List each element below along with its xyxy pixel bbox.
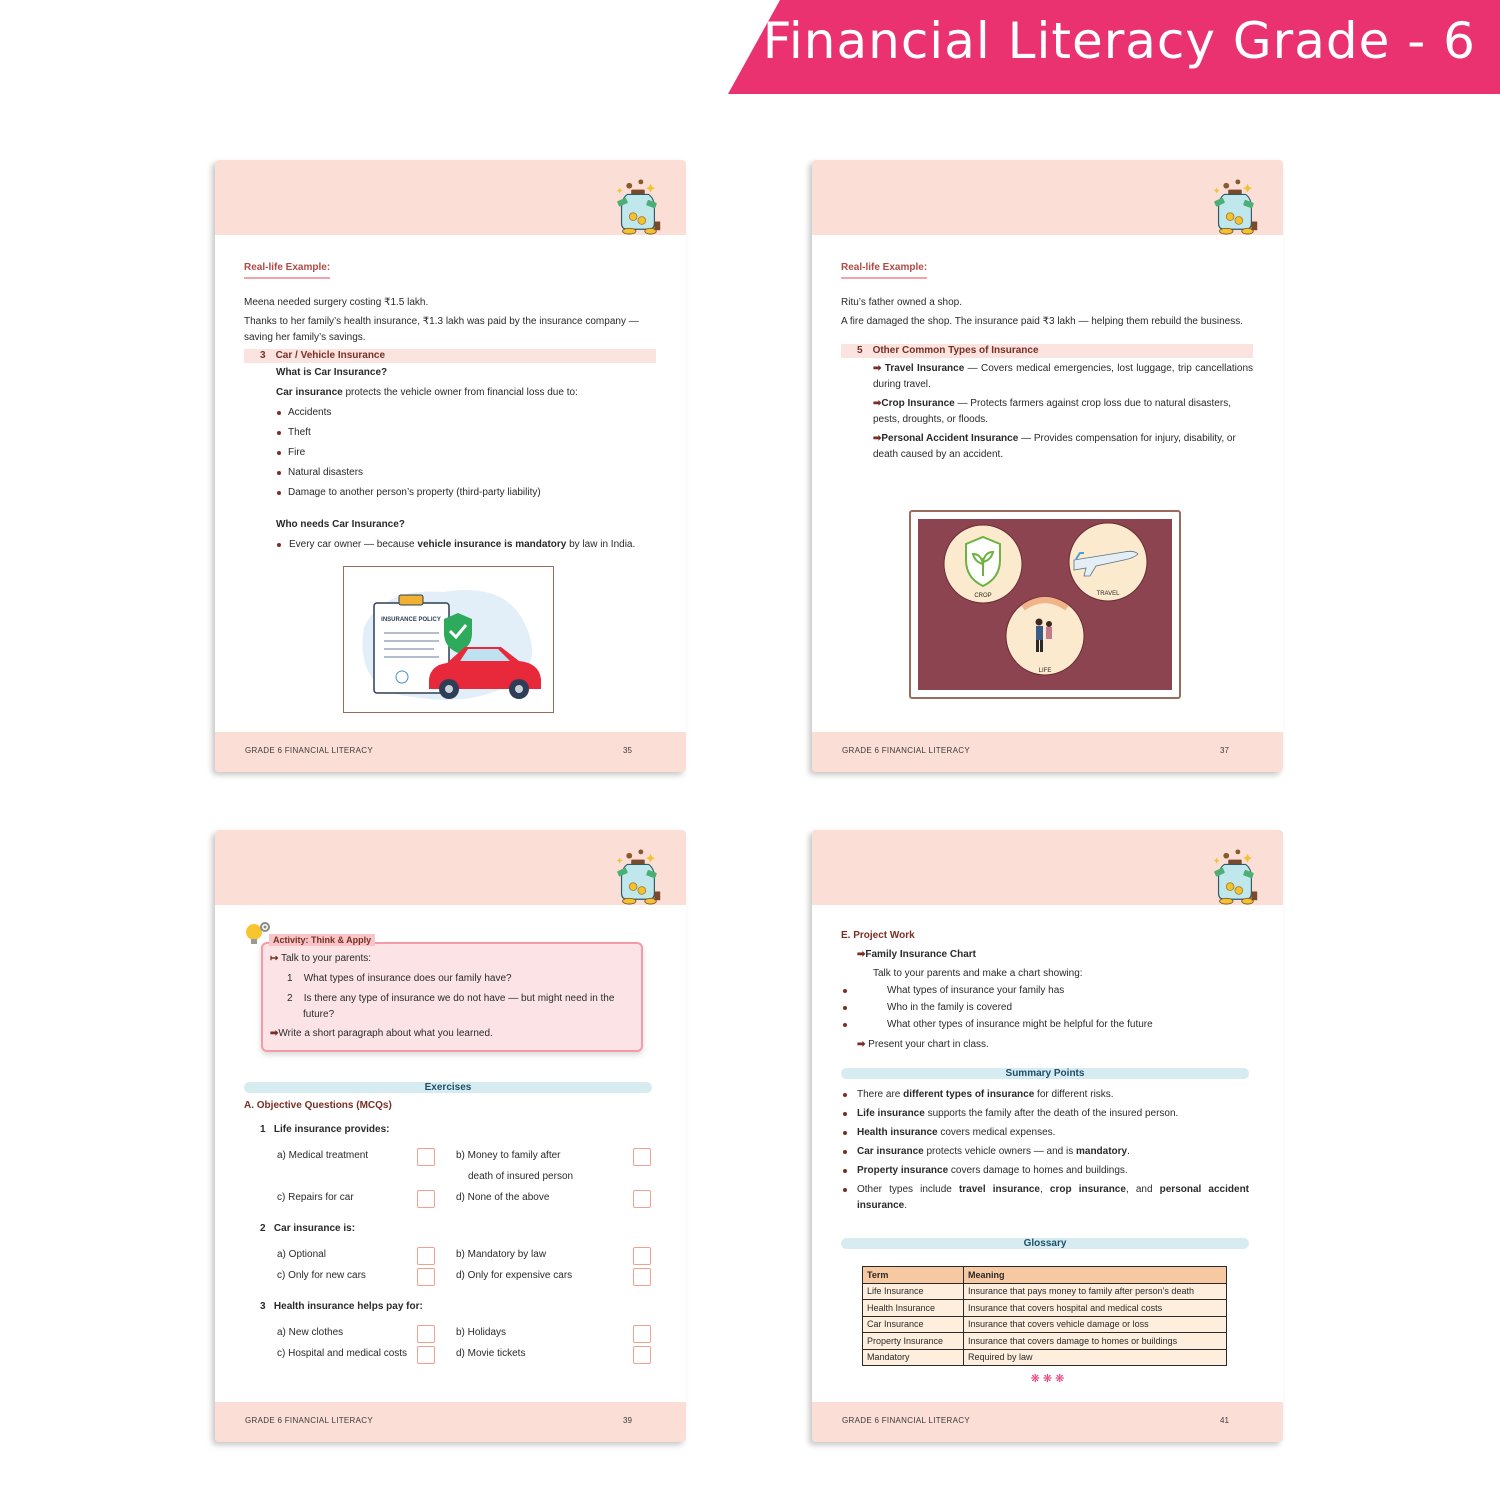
section-heading [244,349,656,363]
activity-question: 2 Is there any type of insurance we do not have — but might need in the [287,993,615,1004]
footer-label: GRADE 6 FINANCIAL LITERACY [842,746,970,755]
crop-label: CROP [974,593,992,599]
list-item: Natural disasters [244,465,656,481]
page-number: 39 [623,1416,632,1425]
example-line: A fire damaged the shop. The insurance paid ₹3 lakh — helping them rebuild the business. [841,316,1243,327]
term-cell: Car Insurance [863,1316,964,1333]
money-jar-icon [1205,848,1263,906]
glossary-table [862,1266,1227,1366]
arrow-right-icon: ➡ [873,363,882,374]
insurance-type-item: ➡ Travel Insurance — Covers medical emergencies, lost luggage, trip cancellations during travel. [873,363,1254,390]
section-heading [841,344,1253,358]
example-line: Ritu’s father owned a shop. [841,297,963,308]
life-label: LIFE [1038,668,1052,674]
book-page-39 [215,830,686,1442]
arrow-right-icon: ➡ [857,1039,866,1050]
mcq-option: a) Medical treatment [277,1150,369,1161]
table-row [863,1333,1227,1350]
mcq-option: d) Movie tickets [456,1348,526,1359]
footer-label: GRADE 6 FINANCIAL LITERACY [245,1416,373,1425]
meaning-cell: Insurance that pays money to family after person’s death [964,1283,1227,1300]
column-header: Meaning [964,1267,1227,1284]
money-jar-icon [608,178,666,236]
answer-checkbox[interactable] [633,1190,651,1208]
column-header: Term [863,1267,964,1284]
example-line: Thanks to her family’s health insurance, ₹1.3 lakh was paid by the insurance company — saving her family’s savings. [244,316,639,343]
arrow-right-icon: ↦ [270,953,279,964]
summary-item: Car insurance protects vehicle owners — and is mandatory. [841,1144,1249,1160]
project-work [841,928,1251,1053]
list-item: What other types of insurance might be helpful for the future [841,1017,1251,1033]
table-header-row [863,1267,1227,1284]
page-content [244,260,656,557]
mcq-option: b) Mandatory by law [456,1249,547,1260]
list-item: Damage to another person’s property (third-party liability) [244,485,656,501]
summary-item: Health insurance covers medical expenses. [841,1125,1249,1141]
page-footer [215,1402,686,1442]
activity-question: 1 What types of insurance does our family have? [287,973,512,984]
meaning-cell: Insurance that covers damage to homes or buildings [964,1333,1227,1350]
exercises-heading: Exercises [244,1082,652,1093]
project-instruction: Talk to your parents and make a chart showing: [873,968,1083,979]
meaning-cell: Required by law [964,1349,1227,1366]
summary-heading: Summary Points [841,1068,1249,1079]
page-content [841,260,1253,463]
summary-item: Life insurance supports the family after the death of the insured person. [841,1106,1249,1122]
mcq-option: b) Money to family after [456,1150,561,1161]
page-footer [812,732,1283,772]
answer-checkbox[interactable] [417,1148,435,1166]
list-item: Accidents [244,405,656,421]
page-number: 37 [1220,746,1229,755]
mcq-option: a) New clothes [277,1327,344,1338]
term-cell: Health Insurance [863,1300,964,1317]
banner-title: Financial Literacy Grade - 6 [762,12,1476,70]
example-line: Meena needed surgery costing ₹1.5 lakh. [244,297,429,308]
page-number: 41 [1220,1416,1229,1425]
mcq-option: b) Holidays [456,1327,507,1338]
answer-checkbox[interactable] [633,1325,651,1343]
arrow-right-icon: ➡ [873,398,882,409]
mcq-question: 3 Health insurance helps pay for: [260,1301,423,1312]
footer-label: GRADE 6 FINANCIAL LITERACY [842,1416,970,1425]
answer-checkbox[interactable] [633,1268,651,1286]
policy-label: INSURANCE POLICY [381,617,441,623]
mcq-option: c) Repairs for car [277,1192,354,1203]
page-footer [812,1402,1283,1442]
section-title: Car / Vehicle Insurance [275,350,386,361]
meaning-cell: Insurance that covers hospital and medical costs [964,1300,1227,1317]
answer-checkbox[interactable] [417,1346,435,1364]
answer-checkbox[interactable] [417,1190,435,1208]
project-instruction: ➡ Present your chart in class. [857,1039,989,1050]
mcq-option: d) Only for expensive cars [456,1270,573,1281]
list-item: What types of insurance your family has [841,983,1251,999]
arrow-right-icon: ➡ [857,949,866,960]
question-heading: What is Car Insurance? [276,367,388,378]
section-number: 5 [857,345,863,356]
term-cell: Life Insurance [863,1283,964,1300]
list-item: Every car owner — because vehicle insurance is mandatory by law in India. [244,537,656,553]
glossary-heading: Glossary [841,1238,1249,1249]
activity-line: ↦ Talk to your parents: [270,953,372,964]
list-item: Who in the family is covered [841,1000,1251,1016]
insurance-types-board [909,510,1181,699]
book-page-37 [812,160,1283,772]
activity-tag: Activity: Think & Apply [269,934,375,946]
arrow-right-icon: ➡ [873,433,882,444]
mcq-option: d) None of the above [456,1192,550,1203]
end-ornament: ❋ ❋ ❋ [1030,1373,1065,1385]
mcq-option-cont: death of insured person [468,1171,574,1182]
table-row [863,1283,1227,1300]
book-page-41 [812,830,1283,1442]
activity-question-cont: future? [303,1009,335,1020]
answer-checkbox[interactable] [633,1346,651,1364]
term-cell: Mandatory [863,1349,964,1366]
mcq-option: a) Optional [277,1249,326,1260]
summary-list [841,1084,1249,1217]
real-life-title: Real-life Example: [244,260,330,279]
mcq-option: c) Hospital and medical costs [277,1348,408,1359]
answer-checkbox[interactable] [417,1247,435,1265]
page-footer [215,732,686,772]
summary-item: There are different types of insurance for different risks. [841,1087,1249,1103]
car-insurance-illustration [343,566,554,713]
money-jar-icon [608,848,666,906]
answer-checkbox[interactable] [417,1268,435,1286]
answer-checkbox[interactable] [633,1148,651,1166]
table-row [863,1316,1227,1333]
page-number: 35 [623,746,632,755]
footer-label: GRADE 6 FINANCIAL LITERACY [245,746,373,755]
activity-line: ➡Write a short paragraph about what you learned. [270,1028,493,1039]
list-item: Fire [244,445,656,461]
travel-label: TRAVEL [1096,591,1120,597]
answer-checkbox[interactable] [633,1247,651,1265]
chart-title: ➡Family Insurance Chart [857,949,976,960]
answer-checkbox[interactable] [417,1325,435,1343]
table-row [863,1349,1227,1366]
meaning-cell: Insurance that covers vehicle damage or loss [964,1316,1227,1333]
list-item: Theft [244,425,656,441]
real-life-title: Real-life Example: [841,260,927,279]
insurance-type-item: ➡Personal Accident Insurance — Provides compensation for injury, disability, or death caused by an accident. [873,433,1236,460]
question-heading: Who needs Car Insurance? [276,519,405,530]
section-number: 3 [260,350,266,361]
section-a-heading: A. Objective Questions (MCQs) [244,1100,392,1111]
mcq-option: c) Only for new cars [277,1270,366,1281]
money-jar-icon [1205,178,1263,236]
mcq-question: 2 Car insurance is: [260,1223,356,1234]
insurance-type-item: ➡Crop Insurance — Protects farmers against crop loss due to natural disasters, pests, droughts, or floods. [873,398,1231,425]
summary-item: Property insurance covers damage to homes and buildings. [841,1163,1249,1179]
arrow-right-icon: ➡ [270,1028,279,1039]
summary-item: Other types include travel insurance, crop insurance, and personal accident insurance. [841,1182,1249,1214]
definition: Car insurance protects the vehicle owner from financial loss due to: [276,387,578,398]
term-cell: Property Insurance [863,1333,964,1350]
book-page-35 [215,160,686,772]
project-title: E. Project Work [841,930,915,941]
section-title: Other Common Types of Insurance [872,345,1039,356]
table-row [863,1300,1227,1317]
activity-content [270,951,640,1042]
mcq-question: 1 Life insurance provides: [260,1124,390,1135]
